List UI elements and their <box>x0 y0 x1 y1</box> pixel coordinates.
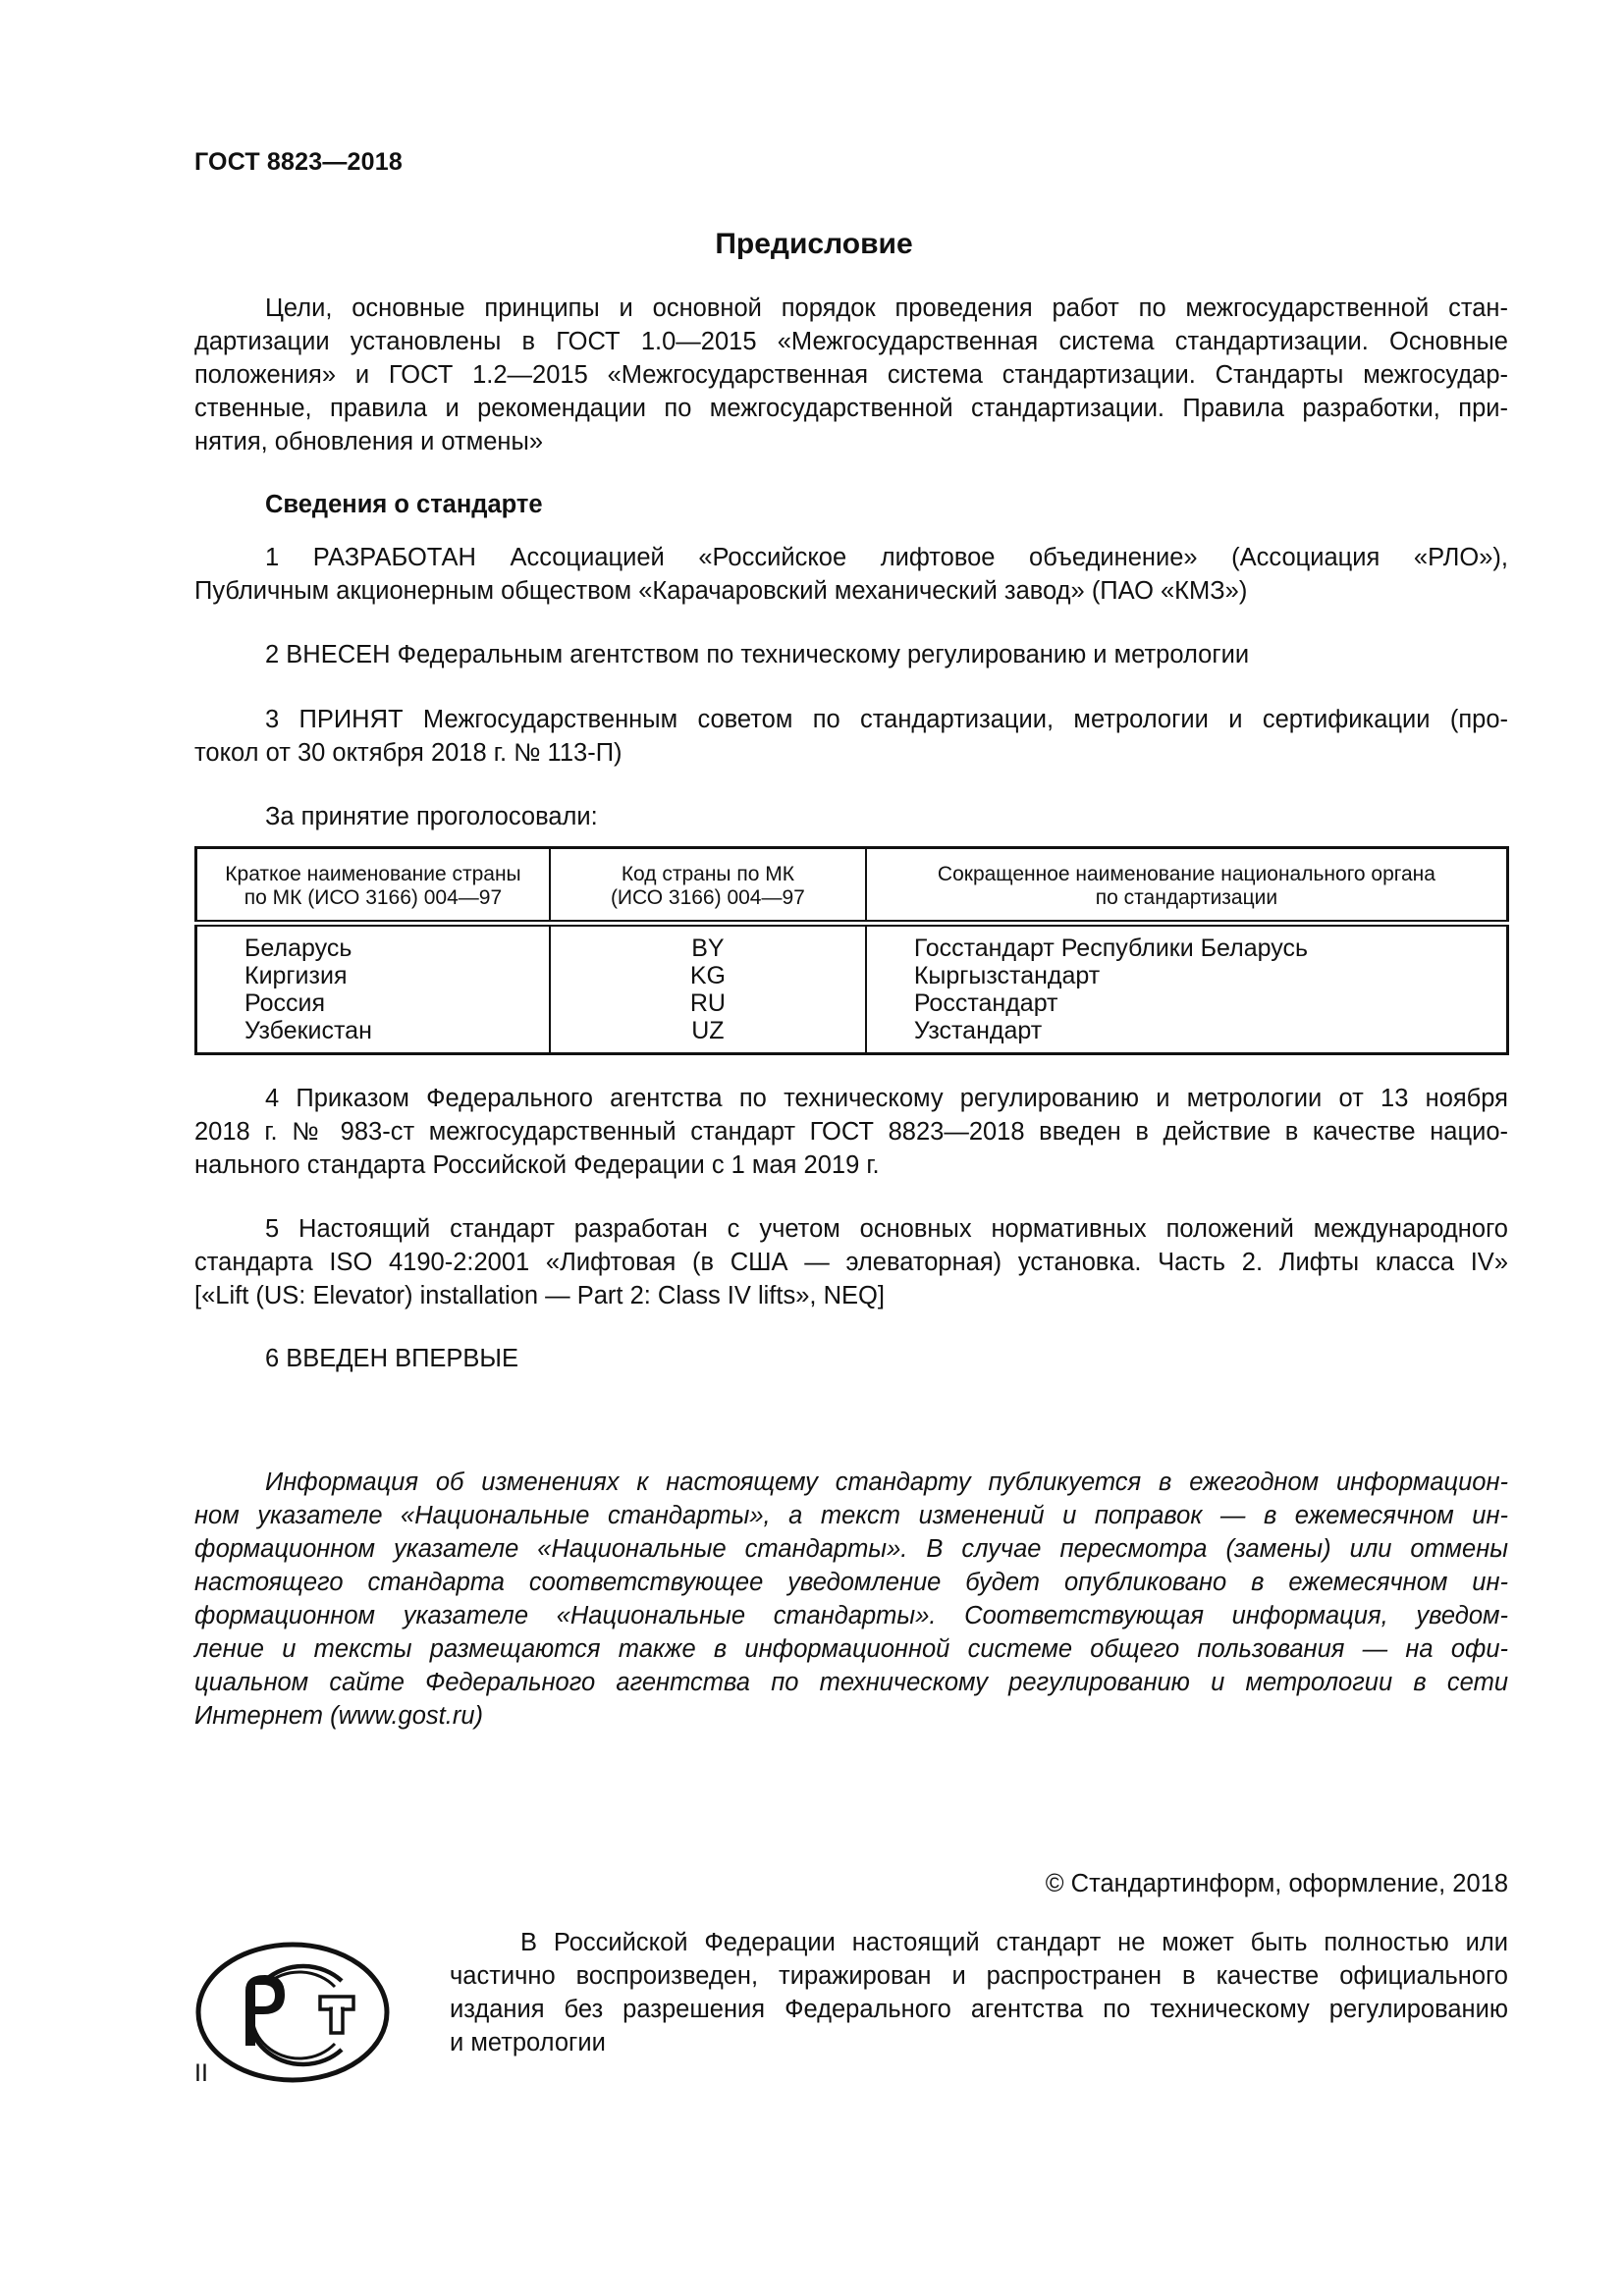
text-line: дартизации установлены в ГОСТ 1.0—2015 «Межгосударственная система стандартизации. Основные <box>194 328 1508 355</box>
text-line: формационном указателе «Национальные стандарты». Соответствующая информация, уведом- <box>194 1602 1508 1629</box>
page-number: II <box>194 2059 208 2087</box>
text-line: стандарта ISO 4190-2:2001 «Лифтовая (в США — элеваторная) установка. Часть 2. Лифты класса IV» <box>194 1249 1508 1276</box>
text-line: 5 Настоящий стандарт разработан с учетом основных нормативных положений международного <box>265 1215 1508 1243</box>
text-line: 3 ПРИНЯТ Межгосударственным советом по стандартизации, метрологии и сертификации (про- <box>265 706 1508 733</box>
text-line: и метрологии <box>450 2029 606 2056</box>
table-cell-body: Кыргызстандарт <box>913 962 1101 989</box>
text-line: издания без разрешения Федерального агентства по техническому регулированию <box>450 1996 1508 2023</box>
item-3-adopted-by <box>194 703 1508 770</box>
table-cell-code: RU <box>689 989 726 1017</box>
code-column <box>550 924 866 1054</box>
text-line: [«Lift (US: Elevator) installation — Part 2: Class IV lifts», NEQ] <box>194 1282 885 1309</box>
table-cell-body: Узстандарт <box>913 1017 1043 1044</box>
table-cell-country: Киргизия <box>244 962 348 989</box>
text-line: 2 ВНЕСЕН Федеральным агентством по техническому регулированию и метрологии <box>265 641 1250 668</box>
text-line: настоящего стандарта соответствующее уведомление будет опубликовано в ежемесячном ин- <box>194 1569 1508 1596</box>
country-column <box>196 924 550 1054</box>
text-line: ном указателе «Национальные стандарты», а текст изменений и поправок — в ежемесячном ин- <box>194 1502 1508 1529</box>
text-line: ственные, правила и рекомендации по межгосударственной стандартизации. Правила разработки, при- <box>194 395 1508 422</box>
table-header-row <box>196 848 1508 924</box>
table-cell-country: Узбекистан <box>244 1017 372 1044</box>
text-line: Цели, основные принципы и основной порядок проведения работ по межгосударственной стан- <box>265 294 1508 322</box>
text-line: 4 Приказом Федерального агентства по техническому регулированию и метрологии от 13 ноября <box>265 1085 1508 1112</box>
item-4-enacted-by-order <box>194 1082 1508 1182</box>
rst-certification-mark-icon <box>194 1940 391 2085</box>
voted-label <box>194 800 1508 833</box>
text-line: В Российской Федерации настоящий стандарт не может быть полностью или <box>520 1929 1508 1956</box>
column-header-code: Код страны по МК (ИСО 3166) 004—97 <box>550 848 866 924</box>
text-line: За принятие проголосовали: <box>265 803 598 830</box>
text-line: Публичным акционерным обществом «Карачаровский механический завод» (ПАО «КМЗ») <box>194 577 1248 605</box>
section-heading: Сведения о стандарте <box>265 491 543 518</box>
table-cell-country: Беларусь <box>244 934 352 962</box>
text-line: циальном сайте Федерального агентства по техническому регулированию и метрологии в сети <box>194 1669 1508 1696</box>
text-line: токол от 30 октября 2018 г. № 113-П) <box>194 739 623 767</box>
table-cell-code: UZ <box>691 1017 725 1044</box>
intro-paragraph <box>194 292 1508 458</box>
item-6-first-introduced <box>194 1342 1508 1375</box>
changes-notice <box>194 1466 1508 1733</box>
reproduction-rights-notice <box>450 1926 1508 2059</box>
text-line: ление и тексты размещаются также в информационной системе общего пользования — на офи- <box>194 1635 1508 1663</box>
item-5-based-on-iso <box>194 1212 1508 1312</box>
item-1-developed-by <box>194 541 1508 608</box>
text-line: нятия, обновления и отмены» <box>194 428 544 455</box>
page-title: Предисловие <box>715 228 913 260</box>
table-body <box>196 924 1508 1054</box>
national-body-column <box>866 924 1508 1054</box>
text-line: частично воспроизведен, тиражирован и распространен в качестве официального <box>450 1962 1508 1990</box>
text-line: 2018 г. № 983-ст межгосударственный стандарт ГОСТ 8823—2018 введен в действие в качестве нацио- <box>194 1118 1508 1146</box>
text-line: Интернет (www.gost.ru) <box>194 1702 483 1730</box>
text-line: положения» и ГОСТ 1.2—2015 «Межгосударственная система стандартизации. Стандарты межгосудар- <box>194 361 1508 389</box>
table-cell-body: Госстандарт Республики Беларусь <box>913 934 1308 962</box>
table-cell-code: KG <box>689 962 726 989</box>
text-line: формационном указателе «Национальные стандарты». В случае пересмотра (замены) или отмены <box>194 1535 1508 1563</box>
table-cell-code: BY <box>691 934 725 962</box>
table-cell-body: Росстандарт <box>913 989 1058 1017</box>
column-header-country: Краткое наименование страны по МК (ИСО 3166) 004—97 <box>196 848 550 924</box>
text-line: 6 ВВЕДЕН ВПЕРВЫЕ <box>265 1345 519 1372</box>
item-2-submitted-by <box>194 638 1508 671</box>
column-header-national-body: Сокращенное наименование национального органа по стандартизации <box>866 848 1508 924</box>
document-id: ГОСТ 8823—2018 <box>194 148 403 176</box>
copyright-notice: © Стандартинформ, оформление, 2018 <box>1045 1870 1508 1897</box>
table-cell-country: Россия <box>244 989 325 1017</box>
vote-table <box>194 846 1509 1055</box>
text-line: Информация об изменениях к настоящему стандарту публикуется в ежегодном информацион- <box>265 1468 1508 1496</box>
text-line: нального стандарта Российской Федерации с 1 мая 2019 г. <box>194 1151 880 1179</box>
text-line: 1 РАЗРАБОТАН Ассоциацией «Российское лифтовое объединение» (Ассоциация «РЛО»), <box>265 544 1508 571</box>
